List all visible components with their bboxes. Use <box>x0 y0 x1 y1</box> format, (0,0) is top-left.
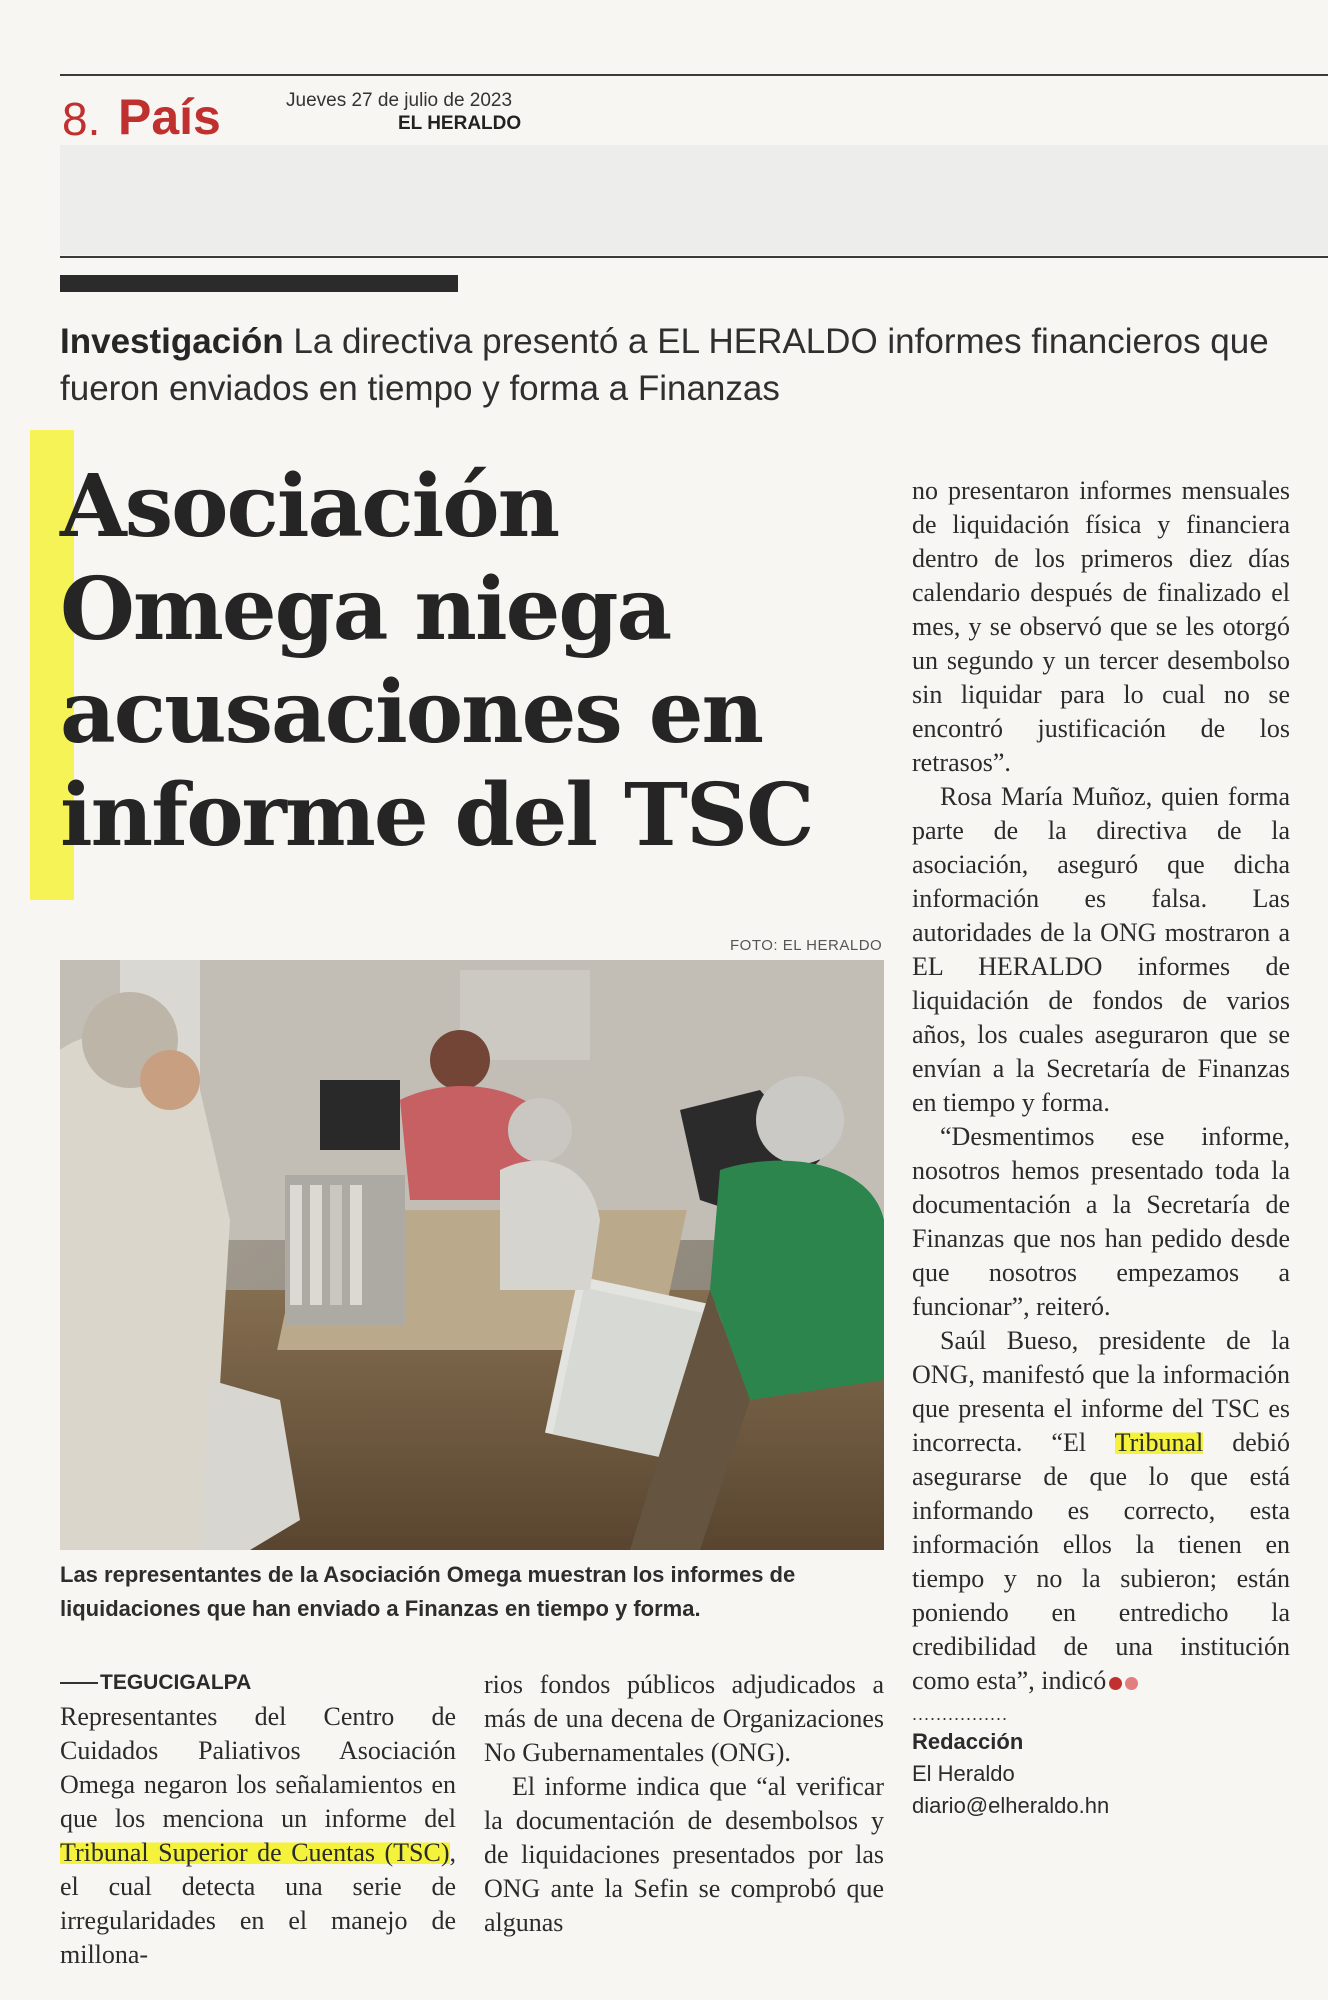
publication-date: Jueves 27 de julio de 2023 <box>286 90 513 111</box>
headline-line: Omega niega <box>60 559 671 660</box>
news-photo <box>60 960 884 1550</box>
article-paragraph: Representantes del Centro de Cuidados Paliativos Asociación Omega negaron los señalamientos en que los menciona un informe del Tribunal Superior de Cuentas (TSC), el cual detecta una serie de irregularidades en el manejo de millona- <box>60 1702 456 1969</box>
newspaper-name: EL HERALDO <box>398 113 522 134</box>
signature-role: Redacción <box>912 1729 1024 1754</box>
headline-line: informe del TSC <box>60 765 813 866</box>
section-rule <box>60 256 1328 258</box>
article-paragraph: “Desmentimos ese informe, nosotros hemos presentado toda la documentación a la Secretaría de Finanzas que nos han pedido desde que nosotros empezamos a funcionar”, reiteró. <box>912 1122 1290 1321</box>
photo-caption: Las representantes de la Asociación Omega muestran los informes de liquidaciones que han enviado a Finanzas en tiempo y forma. <box>60 1562 796 1621</box>
signature-email: diario@elheraldo.hn <box>912 1793 1110 1818</box>
kicker-text: La directiva presentó a EL HERALDO informes financieros que fueron enviados en tiempo y forma a Finanzas <box>60 322 1269 408</box>
end-mark-icon <box>1125 1677 1138 1690</box>
kicker-label: Investigación <box>60 322 284 361</box>
article-paragraph: Rosa María Muñoz, quien forma parte de la directiva de la asociación, aseguró que dicha información es falsa. Las autoridades de la ONG mostraron a EL HERALDO informes de liquidación de fondos de varios años, los cuales aseguraron que se envían a la Secretaría de Finanzas en tiempo y forma. <box>912 782 1290 1117</box>
headline-line: Asociación <box>60 456 559 557</box>
highlighted-text: Tribunal Superior de Cuentas (TSC) <box>60 1838 450 1867</box>
article-column-1 <box>60 1668 456 1972</box>
signature-separator: ................ <box>912 1704 1009 1724</box>
article-paragraph: no presentaron informes mensuales de liquidación física y financiera dentro de los primeros diez días calendario después de finalizado el mes, y se observó que se les otorgó un segundo y un tercer desembolso sin liquidar para lo cual no se encontró justificación de los retrasos”. <box>912 476 1290 777</box>
dateline: TEGUCIGALPA <box>60 1668 456 1698</box>
page-number: 8. <box>62 93 101 145</box>
article-paragraph: rios fondos públicos adjudicados a más de una decena de Organizaciones No Gubernamentales (ONG). <box>484 1670 884 1767</box>
article-column-3 <box>912 474 1290 1822</box>
highlighted-text: Tribunal <box>1114 1428 1204 1457</box>
signature-outlet: El Heraldo <box>912 1761 1015 1786</box>
headline <box>60 455 900 867</box>
signature <box>912 1726 1290 1822</box>
header-rule <box>60 74 1328 76</box>
end-mark-icon <box>1109 1677 1122 1690</box>
kicker-bar <box>60 275 458 292</box>
section-name: País <box>118 89 221 145</box>
article-paragraph: Saúl Bueso, presidente de la ONG, manifestó que la información que presenta el informe del TSC es incorrecta. “El Tribunal debió asegurarse de que lo que está informando es correcto, esta información ellos la tienen en tiempo y no la subieron; están poniendo en entredicho la credibilidad de una institución como esta”, indicó <box>912 1326 1290 1695</box>
kicker <box>60 318 1290 412</box>
article-column-2 <box>484 1668 884 1940</box>
photo-credit: FOTO: EL HERALDO <box>730 937 883 954</box>
headline-line: acusaciones en <box>60 662 762 763</box>
news-photo-illustration <box>60 960 884 1550</box>
header-band <box>60 145 1328 255</box>
article-paragraph: El informe indica que “al verificar la documentación de desembolsos y de liquidaciones presentados por las ONG ante la Sefin se comprobó que algunas <box>484 1772 884 1937</box>
